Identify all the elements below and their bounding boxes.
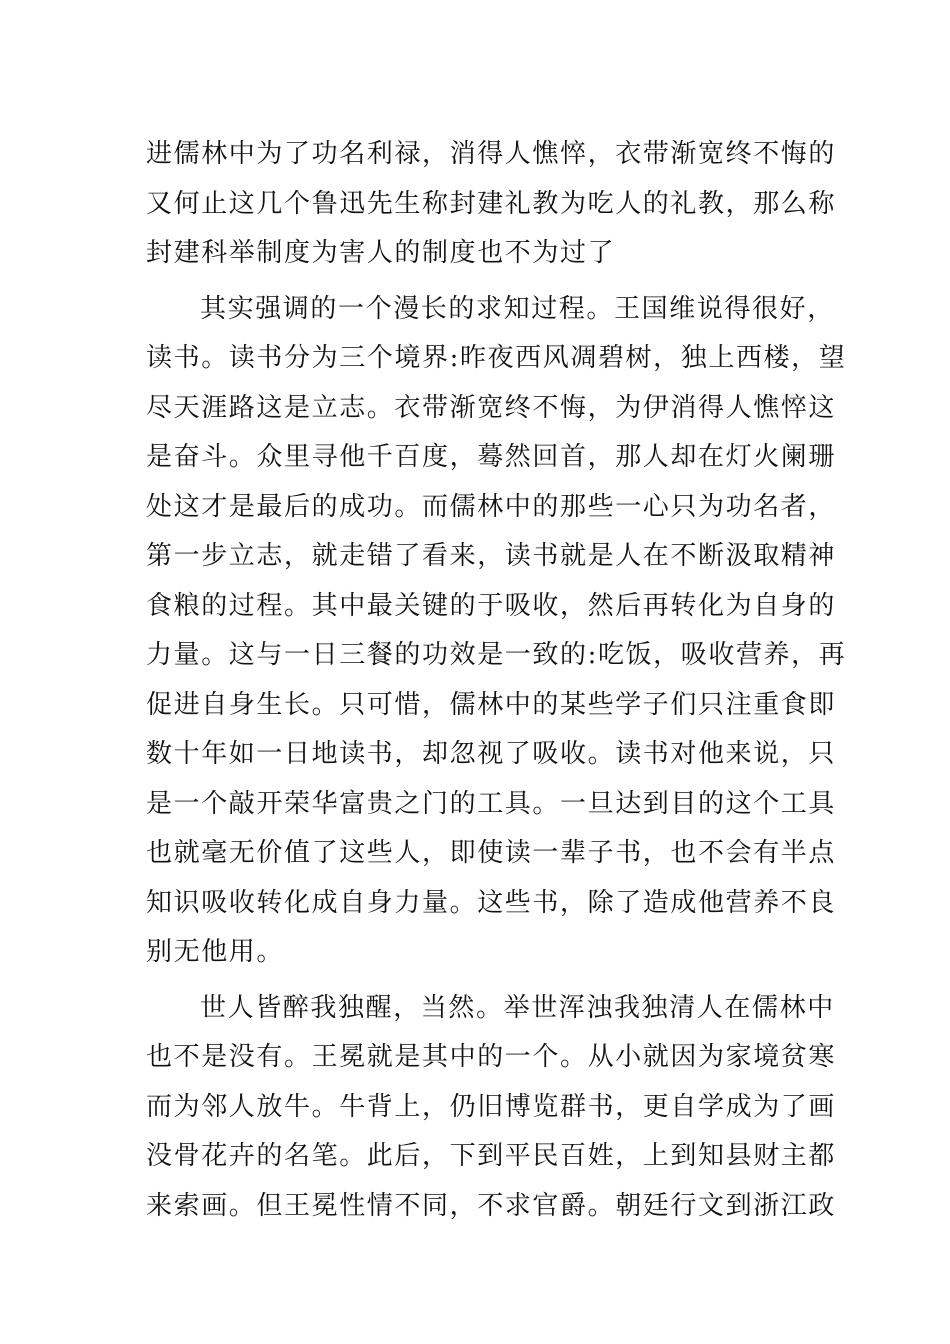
text-line: 也不是没有。王冕就是其中的一个。从小就因为家境贫寒 <box>146 1042 837 1072</box>
text-line: 来索画。但王冕性情不同，不求官爵。朝廷行文到浙江政 <box>146 1190 837 1221</box>
paragraph-1 <box>146 130 837 279</box>
text-line: 进儒林中为了功名利禄，消得人憔悴，衣带渐宽终不悔的 <box>146 139 837 169</box>
text-line: 数十年如一日地读书，却忽视了吸收。读书对他来说，只 <box>146 739 837 769</box>
text-line: 是奋斗。众里寻他千百度，蓦然回首，那人却在灯火阑珊 <box>146 442 837 472</box>
text-line: 力量。这与一日三餐的功效是一致的:吃饭，吸收营养，再 <box>146 640 847 670</box>
text-line: 封建科举制度为害人的制度也不为过了 <box>146 238 616 268</box>
text-line: 读书。读书分为三个境界:昨夜西风凋碧树，独上西楼，望 <box>146 343 847 373</box>
text-line: 第一步立志，就走错了看来，读书就是人在不断汲取精神 <box>146 541 837 571</box>
text-line: 尽天涯路这是立志。衣带渐宽终不悔，为伊消得人憔悴这 <box>146 392 837 423</box>
text-line: 别无他用。 <box>146 937 285 967</box>
text-line: 食粮的过程。其中最关键的于吸收，然后再转化为自身的 <box>146 590 837 621</box>
paragraph-2 <box>146 285 847 978</box>
text-line: 是一个敲开荣华富贵之门的工具。一旦达到目的这个工具 <box>146 788 837 819</box>
text-line: 也就毫无价值了这些人，即使读一辈子书，也不会有半点 <box>146 838 837 868</box>
body-text <box>146 130 847 1231</box>
text-line: 知识吸收转化成自身力量。这些书，除了造成他营养不良 <box>146 887 837 918</box>
text-line: 处这才是最后的成功。而儒林中的那些一心只为功名者， <box>146 491 837 522</box>
text-line: 其实强调的一个漫长的求知过程。王国维说得很好， <box>200 293 835 324</box>
text-line: 而为邻人放牛。牛背上，仍旧博览群书，更自学成为了画 <box>146 1091 837 1122</box>
text-line: 又何止这几个鲁迅先生称封建礼教为吃人的礼教，那么称 <box>146 188 837 219</box>
text-line: 没骨花卉的名笔。此后，下到平民百姓，上到知县财主都 <box>146 1141 837 1171</box>
text-line: 促进自身生长。只可惜，儒林中的某些学子们只注重食即 <box>146 689 837 720</box>
text-line: 世人皆醉我独醒，当然。举世浑浊我独清人在儒林中 <box>200 992 835 1023</box>
paragraph-3 <box>146 984 837 1232</box>
